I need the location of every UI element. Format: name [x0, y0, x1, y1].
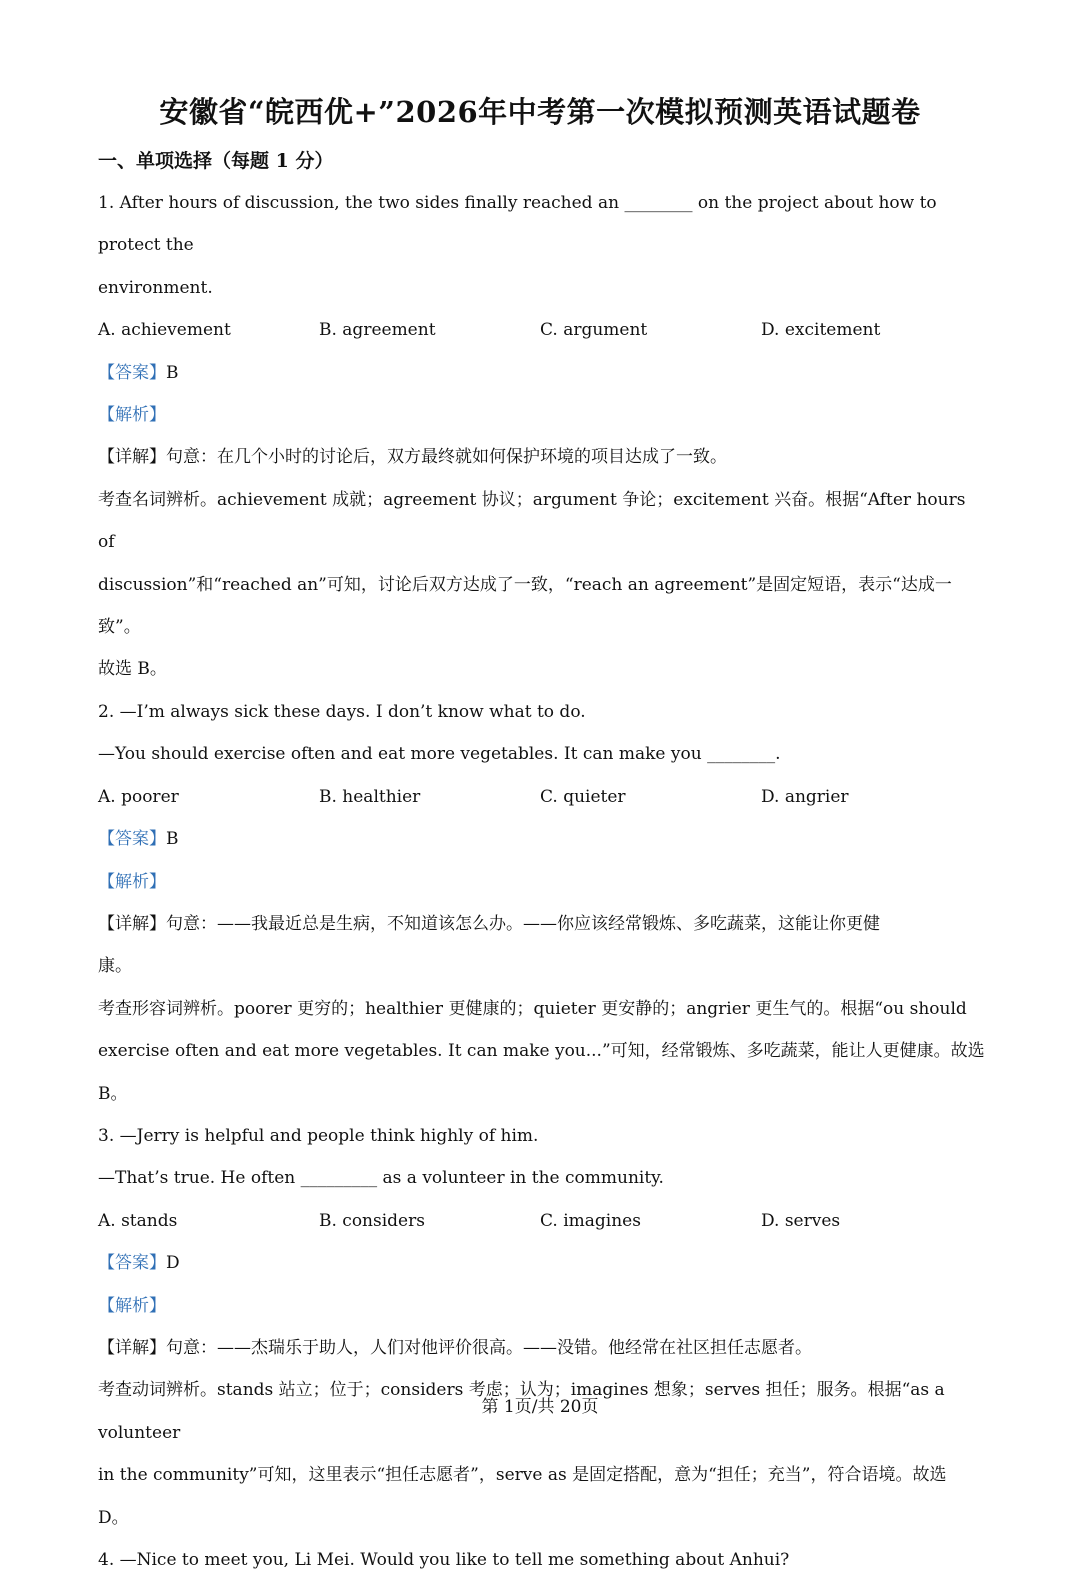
option-b: B. healthier [319, 786, 421, 807]
option-d: D. serves [761, 1210, 841, 1231]
question-2-stem-line-1: 2. —I’m always sick these days. I don’t know what to do. [98, 701, 586, 722]
option-c: C. quieter [540, 786, 626, 807]
detail-label: 【详解】 [98, 913, 166, 934]
question-2-explanation-1: 考查形容词辨析。poorer 更穷的；healthier 更健康的；quieter 更安静的；angrier 更生气的。根据“ou should [98, 998, 967, 1019]
option-b: B. agreement [319, 320, 436, 341]
question-1-stem-line-2: environment. [98, 277, 213, 298]
option-d: D. excitement [761, 320, 881, 341]
question-3-stem-line-2: —That’s true. He often _________ as a volunteer in the community. [98, 1168, 664, 1189]
question-3-explanation-3: D。 [98, 1507, 129, 1528]
question-1-explanation-2: discussion”和“reached an”可知，讨论后双方达成了一致，“reach an agreement”是固定短语，表示“达成一致”。 [98, 574, 952, 638]
option-d: D. angrier [761, 786, 849, 807]
option-a: A. poorer [98, 786, 179, 807]
answer-value: B [166, 362, 179, 383]
page-number-footer: 第 1页/共 20页 [481, 1397, 599, 1417]
detail-text: 句意：——我最近总是生病，不知道该怎么办。——你应该经常锻炼、多吃蔬菜，这能让你更健 [166, 913, 880, 934]
question-2-answer [98, 818, 986, 860]
analysis-label: 【解析】 [98, 871, 166, 892]
option-a: A. stands [98, 1210, 178, 1231]
answer-value: D [166, 1253, 180, 1274]
detail-text: 句意：在几个小时的讨论后，双方最终就如何保护环境的项目达成了一致。 [166, 447, 727, 468]
option-b: B. considers [319, 1210, 425, 1231]
detail-label: 【详解】 [98, 1337, 166, 1358]
question-3-explanation-2: in the community”可知，这里表示“担任志愿者”，serve as 是固定搭配，意为“担任；充当”，符合语境。故选 [98, 1465, 947, 1486]
question-3-answer [98, 1242, 986, 1284]
question-2-options [98, 776, 986, 818]
detail-label: 【详解】 [98, 447, 166, 468]
section-heading: 一、单项选择（每题 1 分） [98, 150, 334, 172]
question-1-explanation-1: 考查名词辨析。achievement 成就；agreement 协议；argument 争论；excitement 兴奋。根据“After hours of [98, 489, 966, 553]
question-2-explanation-2: exercise often and eat more vegetables. It can make you...”可知，经常锻炼、多吃蔬菜，能让人更健康。故选 B。 [98, 1041, 985, 1104]
question-3-stem-line-1: 3. —Jerry is helpful and people think highly of him. [98, 1125, 539, 1146]
answer-label: 【答案】 [98, 1253, 166, 1274]
question-list [98, 182, 986, 1581]
page-title: 安徽省“皖西优+”2026年中考第一次模拟预测英语试题卷 [159, 95, 921, 129]
question-4-stem-line-1: 4. —Nice to meet you, Li Mei. Would you like to tell me something about Anhui? [98, 1550, 790, 1570]
question-1-stem-line-1: 1. After hours of discussion, the two sides finally reached an ________ on the project about how to protect the [98, 193, 937, 256]
question-3-analysis [98, 1285, 986, 1327]
question-3-explanation-1: 考查动词辨析。stands 站立；位于；considers 考虑；认为；imagines 想象；serves 担任；服务。根据“as a volunteer [98, 1380, 945, 1443]
question-1-analysis [98, 394, 986, 436]
analysis-label: 【解析】 [98, 1295, 166, 1316]
question-3-detail [98, 1327, 986, 1369]
option-c: C. imagines [540, 1210, 641, 1231]
option-a: A. achievement [98, 320, 231, 341]
question-2-analysis [98, 861, 986, 903]
answer-label: 【答案】 [98, 362, 166, 383]
question-2-detail-cont: 康。 [98, 956, 132, 977]
option-c: C. argument [540, 320, 648, 341]
answer-label: 【答案】 [98, 829, 166, 850]
question-1-detail [98, 436, 986, 478]
question-1-explanation-3: 故选 B。 [98, 659, 167, 680]
question-2-stem-line-2: —You should exercise often and eat more vegetables. It can make you ________. [98, 744, 781, 765]
question-2-detail [98, 903, 986, 945]
question-1-answer [98, 352, 986, 394]
detail-text: 句意：——杰瑞乐于助人，人们对他评价很高。——没错。他经常在社区担任志愿者。 [166, 1337, 812, 1358]
question-1-options [98, 309, 986, 351]
question-3-options [98, 1200, 986, 1242]
answer-value: B [166, 829, 179, 850]
analysis-label: 【解析】 [98, 405, 166, 426]
